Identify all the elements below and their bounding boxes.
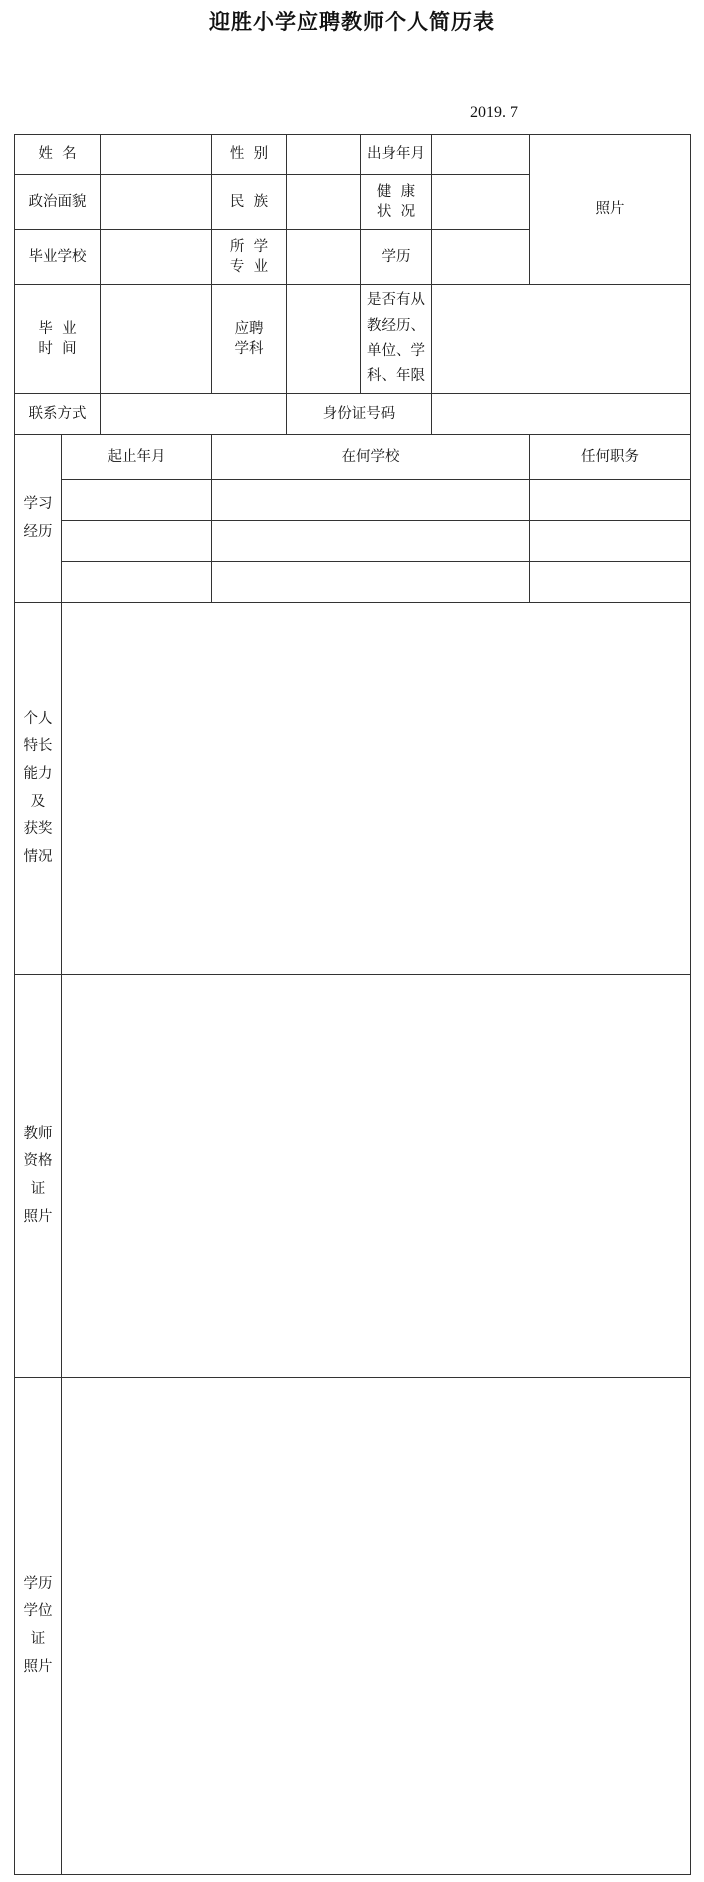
label-skills: 个人 特长 能力 及 获奖 情况 bbox=[15, 603, 62, 975]
field-contact[interactable] bbox=[101, 394, 287, 435]
header-period: 起止年月 bbox=[62, 435, 212, 480]
form-title: 迎胜小学应聘教师个人简历表 bbox=[209, 10, 495, 34]
field-name[interactable] bbox=[101, 135, 212, 175]
form-date: 2019. 7 bbox=[470, 104, 518, 121]
field-grad-time[interactable] bbox=[101, 285, 212, 394]
field-teaching-exp[interactable] bbox=[432, 285, 691, 394]
label-contact: 联系方式 bbox=[15, 394, 101, 435]
study-row3-school[interactable] bbox=[212, 562, 530, 603]
label-grad-time: 毕 业 时 间 bbox=[15, 285, 101, 394]
study-row1-period[interactable] bbox=[62, 480, 212, 521]
field-ethnicity[interactable] bbox=[287, 175, 361, 230]
label-teacher-cert: 教师 资格 证 照片 bbox=[15, 975, 62, 1378]
label-id-number: 身份证号码 bbox=[287, 394, 432, 435]
header-position: 任何职务 bbox=[530, 435, 691, 480]
label-teaching-exp: 是否有从 教经历、 单位、学 科、年限 bbox=[361, 285, 432, 394]
field-gender[interactable] bbox=[287, 135, 361, 175]
study-row2-period[interactable] bbox=[62, 521, 212, 562]
study-row2-school[interactable] bbox=[212, 521, 530, 562]
label-study-history: 学习 经历 bbox=[15, 435, 62, 603]
header-school: 在何学校 bbox=[212, 435, 530, 480]
label-ethnicity: 民 族 bbox=[212, 175, 287, 230]
field-major[interactable] bbox=[287, 230, 361, 285]
study-row2-position[interactable] bbox=[530, 521, 691, 562]
label-politics: 政治面貌 bbox=[15, 175, 101, 230]
label-name: 姓 名 bbox=[15, 135, 101, 175]
study-row1-school[interactable] bbox=[212, 480, 530, 521]
label-education: 学历 bbox=[361, 230, 432, 285]
label-apply-subject: 应聘 学科 bbox=[212, 285, 287, 394]
label-health: 健 康 状 况 bbox=[361, 175, 432, 230]
resume-form-table bbox=[14, 134, 691, 1875]
label-birth: 出身年月 bbox=[361, 135, 432, 175]
label-major: 所 学 专 业 bbox=[212, 230, 287, 285]
field-teacher-cert[interactable] bbox=[62, 975, 691, 1378]
field-education[interactable] bbox=[432, 230, 530, 285]
study-row1-position[interactable] bbox=[530, 480, 691, 521]
field-skills[interactable] bbox=[62, 603, 691, 975]
label-gender: 性 别 bbox=[212, 135, 287, 175]
field-health[interactable] bbox=[432, 175, 530, 230]
field-politics[interactable] bbox=[101, 175, 212, 230]
field-apply-subject[interactable] bbox=[287, 285, 361, 394]
label-degree-cert: 学历 学位 证 照片 bbox=[15, 1378, 62, 1875]
label-grad-school: 毕业学校 bbox=[15, 230, 101, 285]
study-row3-position[interactable] bbox=[530, 562, 691, 603]
field-birth[interactable] bbox=[432, 135, 530, 175]
photo-box[interactable]: 照片 bbox=[530, 135, 691, 285]
study-row3-period[interactable] bbox=[62, 562, 212, 603]
field-grad-school[interactable] bbox=[101, 230, 212, 285]
field-degree-cert[interactable] bbox=[62, 1378, 691, 1875]
field-id-number[interactable] bbox=[432, 394, 691, 435]
